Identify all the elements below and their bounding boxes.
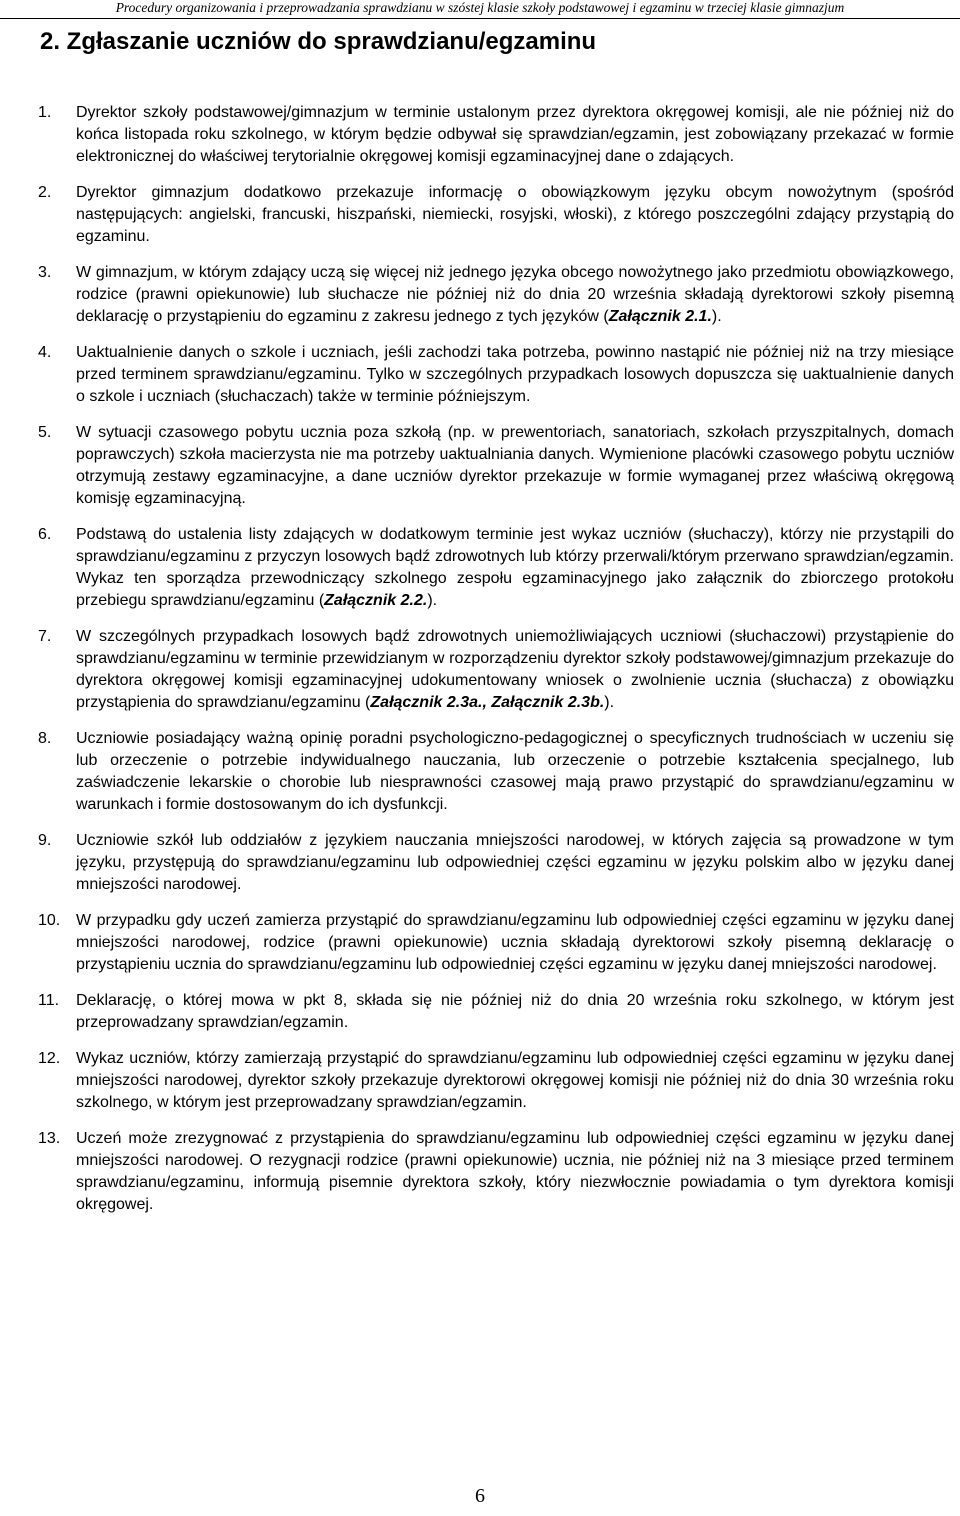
list-item xyxy=(38,342,954,408)
item-text: W przypadku gdy uczeń zamierza przystąpić do sprawdzianu/egzaminu lub odpowiedniej części egzaminu w języku danej mniejszości narodowej, rodzice (prawni opiekunowie) ucznia składają dyrektorowi szkoły pisemną deklarację o przystąpieniu ucznia do sprawdzianu/egzaminu lub odpowiedniej części egzaminu w języku danej mniejszości narodowej. xyxy=(76,912,954,973)
attachment-reference: Załącznik 2.1. xyxy=(608,308,712,325)
item-number: 3. xyxy=(38,264,52,281)
item-number: 2. xyxy=(38,184,52,201)
item-text: Dyrektor szkoły podstawowej/gimnazjum w terminie ustalonym przez dyrektora okręgowej komisji, ale nie później niż do końca listopada roku szkolnego, w którym będzie odbywał się sprawdzian/egzamin, jest zobowiązany przekazać w formie elektronicznej do właściwej terytorialnie okręgowej komisji egzaminacyjnej dane o zdających. xyxy=(76,104,954,165)
item-number: 9. xyxy=(38,832,52,849)
item-text-tail: ). xyxy=(427,592,438,609)
list-item xyxy=(38,1128,954,1216)
item-text: Uczniowie szkół lub oddziałów z językiem nauczania mniejszości narodowej, w których zajęcia są prowadzone w tym języku, przystępują do sprawdzianu/egzaminu lub odpowiedniej części egzaminu w języku polskim albo w języku danej mniejszości narodowej. xyxy=(76,832,954,893)
item-text: Uczeń może zrezygnować z przystąpienia do sprawdzianu/egzaminu lub odpowiedniej części egzaminu w języku danej mniejszości narodowej. O rezygnacji rodzice (prawni opiekunowie) ucznia, nie później niż na 3 miesiące przed terminem sprawdzianu/egzaminu, informują pisemnie dyrektora szkoły, który niezwłocznie powiadamia o tym dyrektora komisji okręgowej. xyxy=(76,1130,954,1213)
attachment-reference: Załącznik 2.2. xyxy=(324,592,428,609)
item-number: 11. xyxy=(38,992,60,1009)
item-text: W sytuacji czasowego pobytu ucznia poza szkołą (np. w prewentoriach, sanatoriach, szkołach przyszpitalnych, domach poprawczych) szkoła macierzysta nie ma potrzeby uaktualniania danych. Wymienione placówki czasowego pobytu uczniów otrzymują zestawy egzaminacyjne, a dane uczniów dyrektor przekazuje w formie wymaganej przez właściwą okręgową komisję egzaminacyjną. xyxy=(76,424,954,507)
page-number: 6 xyxy=(475,1485,485,1507)
item-number: 5. xyxy=(38,424,52,441)
item-number: 10. xyxy=(38,912,61,929)
item-number: 1. xyxy=(38,104,52,121)
numbered-list xyxy=(38,102,954,1216)
section-title: 2. Zgłaszanie uczniów do sprawdzianu/egzaminu xyxy=(40,28,597,55)
list-item xyxy=(38,1048,954,1114)
running-header: Procedury organizowania i przeprowadzania sprawdzianu w szóstej klasie szkoły podstawowej i egzaminu w trzeciej klasie gimnazjum xyxy=(0,0,960,19)
list-item xyxy=(38,524,954,612)
document-body xyxy=(38,102,954,1230)
list-item xyxy=(38,728,954,816)
item-text: Wykaz uczniów, którzy zamierzają przystąpić do sprawdzianu/egzaminu lub odpowiedniej części egzaminu w języku danej mniejszości narodowej, dyrektor szkoły przekazuje dyrektorowi okręgowej komisji nie później niż do dnia 30 września roku szkolnego, w którym jest przeprowadzany sprawdzian/egzamin. xyxy=(76,1050,954,1111)
item-text: Uczniowie posiadający ważną opinię poradni psychologiczno-pedagogicznej o specyficznych trudnościach w uczeniu się lub orzeczenie o potrzebie indywidualnego nauczania, lub orzeczenie o potrzebie kształcenia specjalnego, lub zaświadczenie lekarskie o chorobie lub niesprawności czasowej mają prawo przystąpić do sprawdzianu/egzaminu w warunkach i formie dostosowanym do ich dysfunkcji. xyxy=(76,730,954,813)
item-number: 6. xyxy=(38,526,52,543)
item-text-tail: ). xyxy=(604,694,615,711)
item-text-tail: ). xyxy=(711,308,722,325)
attachment-reference: Załącznik 2.3a., Załącznik 2.3b. xyxy=(370,694,605,711)
list-item xyxy=(38,830,954,896)
list-item xyxy=(38,910,954,976)
item-text: Deklarację, o której mowa w pkt 8, składa się nie później niż do dnia 20 września roku szkolnego, w którym jest przeprowadzany sprawdzian/egzamin. xyxy=(76,992,954,1031)
item-text: Dyrektor gimnazjum dodatkowo przekazuje informację o obowiązkowym języku obcym nowożytnym (spośród następujących: angielski, francuski, hiszpański, niemiecki, rosyjski, włoski), z którego poszczególni zdający przystąpią do egzaminu. xyxy=(76,184,954,245)
item-text: Podstawą do ustalenia listy zdających w dodatkowym terminie jest wykaz uczniów (słuchaczy), którzy nie przystąpili do sprawdzianu/egzaminu z przyczyn losowych bądź zdrowotnych lub którzy przerwali/którym przerwano sprawdzian/egzamin. Wykaz ten sporządza przewodniczący szkolnego zespołu egzaminacyjnego jako załącznik do zbiorczego protokołu przebiegu sprawdzianu/egzaminu ( xyxy=(76,526,954,609)
item-number: 8. xyxy=(38,730,52,747)
list-item xyxy=(38,102,954,168)
list-item xyxy=(38,990,954,1034)
item-number: 7. xyxy=(38,628,52,645)
item-number: 4. xyxy=(38,344,52,361)
item-text: W gimnazjum, w którym zdający uczą się więcej niż jednego języka obcego nowożytnego jako przedmiotu obowiązkowego, rodzice (prawni opiekunowie) lub słuchacze nie później niż do dnia 20 września składają dyrektorowi szkoły pisemną deklarację o przystąpieniu do egzaminu z zakresu jednego z tych języków ( xyxy=(76,264,954,325)
list-item xyxy=(38,182,954,248)
item-number: 13. xyxy=(38,1130,61,1147)
list-item xyxy=(38,626,954,714)
item-text: W szczególnych przypadkach losowych bądź zdrowotnych uniemożliwiających uczniowi (słuchaczowi) przystąpienie do sprawdzianu/egzaminu w terminie przewidzianym w rozporządzeniu dyrektor szkoły podstawowej/gimnazjum przekazuje do dyrektora okręgowej komisji egzaminacyjnej udokumentowany wniosek o zwolnienie ucznia (słuchacza) z obowiązku przystąpienia do sprawdzianu/egzaminu ( xyxy=(76,628,954,711)
item-text: Uaktualnienie danych o szkole i uczniach, jeśli zachodzi taka potrzeba, powinno nastąpić nie później niż na trzy miesiące przed terminem sprawdzianu/egzaminu. Tylko w szczególnych przypadkach losowych dopuszcza się uaktualnienie danych o szkole i uczniach (słuchaczach) także w terminie późniejszym. xyxy=(76,344,954,405)
list-item xyxy=(38,262,954,328)
item-number: 12. xyxy=(38,1050,61,1067)
list-item xyxy=(38,422,954,510)
